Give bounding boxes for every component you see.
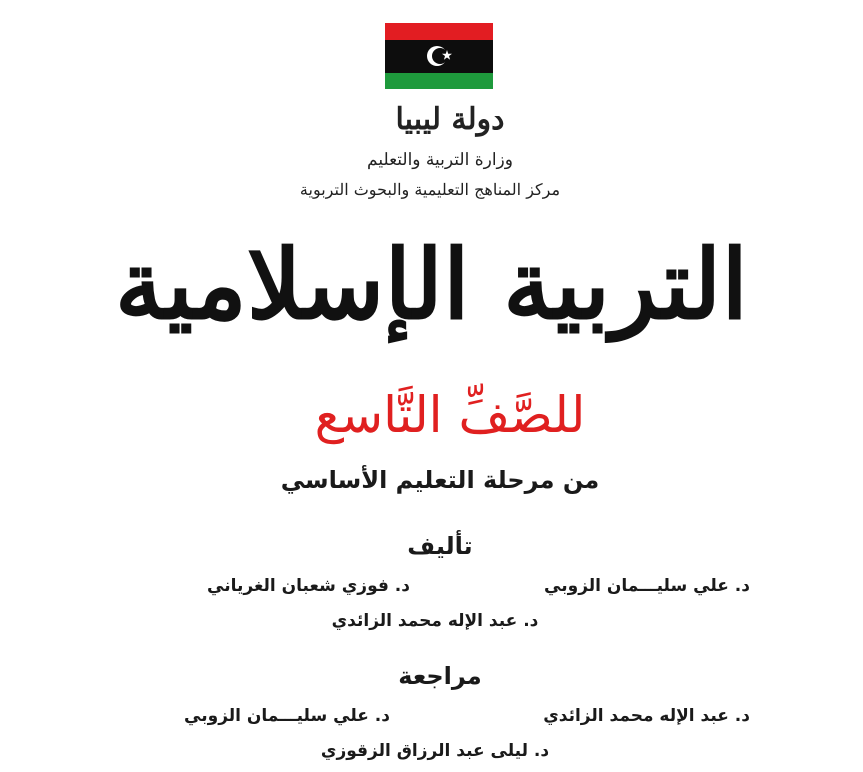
author-name: د. علي سليـــمان الزوبي xyxy=(544,576,750,596)
author-name: د. فوزي شعبان الغرياني xyxy=(207,576,410,596)
book-title: التربية الإسلامية xyxy=(114,228,749,341)
reviewer-name: د. ليلى عبد الرزاق الزقوزي xyxy=(320,741,550,761)
ministry-name: وزارة التربية والتعليم xyxy=(367,150,513,170)
review-heading: مراجعة xyxy=(398,662,482,690)
reviewer-name: د. عبد الإله محمد الزائدي xyxy=(543,706,750,726)
center-name: مركز المناهج التعليمية والبحوث التربوية xyxy=(299,180,561,199)
education-stage: من مرحلة التعليم الأساسي xyxy=(280,466,600,494)
reviewer-name: د. علي سليـــمان الزوبي xyxy=(184,706,390,726)
state-name: دولة ليبيا xyxy=(395,102,505,137)
author-name: د. عبد الإله محمد الزائدي xyxy=(331,611,539,631)
grade-subtitle: للصَّفِّ التَّاسع xyxy=(314,386,586,444)
libya-flag xyxy=(385,23,493,89)
authors-heading: تأليف xyxy=(407,532,473,560)
crescent-star-icon xyxy=(385,23,493,89)
